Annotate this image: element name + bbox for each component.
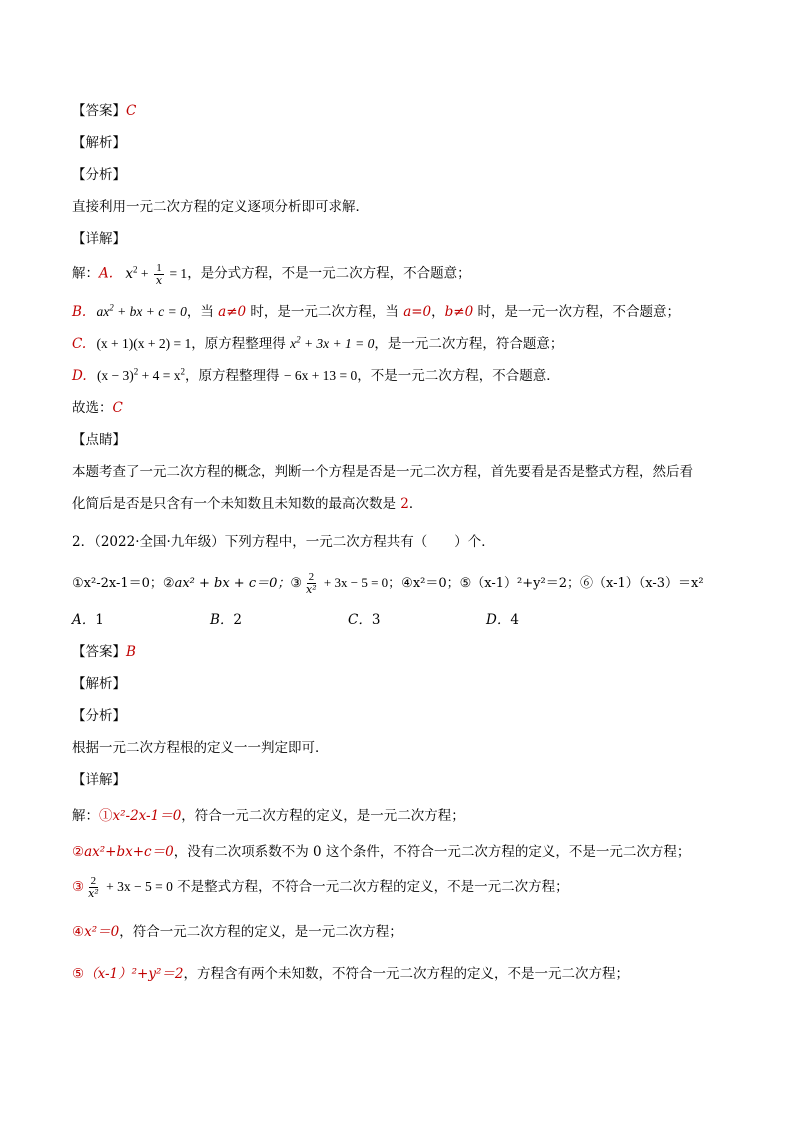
option-c: C．3	[348, 612, 381, 628]
math-c: (x + 1)(x + 2) = 1	[96, 336, 192, 351]
detail2-line-5: ⑤（x-1）²+y²＝2，方程含有两个未知数，不符合一元二次方程的定义，不是一元二次方程；	[72, 966, 629, 982]
detail2-line-3: ③ $\frac{2}{\text{x²}}$ + 3x − 5 = 0 不是整式方程，不符合一元二次方程的定义，不是一元二次方程；	[72, 875, 569, 900]
eq-2: ax² + bx + c＝0；	[174, 576, 291, 591]
answer-line-1	[72, 101, 136, 121]
detail-tag-1: 【详解】	[72, 231, 126, 247]
fenxi-text-2: 根据一元二次方程根的定义一一判定即可．	[72, 740, 329, 756]
detail-line-c: C. (x + 1)(x + 2) = 1，原方程整理得 $x^2 + 3x + 1 = 0$，是一元二次方程，符合题意；	[72, 334, 564, 352]
detail2-line-4: ④x²＝0，符合一元二次方程的定义，是一元二次方程；	[72, 924, 403, 940]
dianjing-line-2: 化简后是否是只含有一个未知数且未知数的最高次数是 2．	[72, 496, 423, 512]
detail-line-a: 解：A. $x^2$ + $\frac{1}{x}$ = 1，是分式方程，不是一元二次方程，不合题意；	[72, 262, 471, 287]
analysis-tag-1: 【解析】	[72, 135, 126, 151]
answer-value: C	[126, 103, 137, 119]
dianjing-line-1: 本题考查了一元二次方程的概念，判断一个方程是否是一元二次方程，首先要看是否是整式方程，然后看	[72, 464, 693, 480]
choice-line-1: 故选：C	[72, 400, 123, 416]
question-2-options	[72, 610, 632, 630]
answer-value-2: B	[126, 644, 136, 660]
question-2-equations: ①x²-2x-1＝0；②ax² + bx + c＝0；③ $\frac{2}{\text{x²}}$ + 3x − 5 = 0；④x²＝0；⑤（x-1）²+y²＝2；⑥（x-1）（x-3）＝x²	[72, 571, 704, 596]
detail-line-d: D. $(x - 3)^2 + 4 = x^2$，原方程整理得 − 6x + 13 = 0，不是一元二次方程，不合题意．	[72, 366, 560, 384]
detail2-line-2: ②ax²+bx+c＝0，没有二次项系数不为 0 这个条件，不符合一元二次方程的定义，不是一元二次方程；	[72, 844, 691, 860]
detail-line-b: B. $ax^2$ + bx + c = 0，当 a≠0 时，是一元二次方程，当 a=0，b≠0 时，是一元一次方程，不合题意；	[72, 302, 680, 320]
dianjing-tag-1: 【点睛】	[72, 432, 126, 448]
fenxi-text-1: 直接利用一元二次方程的定义逐项分析即可求解．	[72, 199, 369, 215]
math-d: $(x - 3)^2 + 4 = x^2$	[96, 366, 186, 383]
math-c2: $x^2 + 3x + 1 = 0$	[290, 334, 375, 351]
math-a: $x^2$ + $\frac{1}{x}$ = 1	[125, 262, 188, 287]
eq-6: ⑥（x-1）（x-3）＝x²	[580, 576, 704, 591]
analysis-tag-2: 【解析】	[72, 676, 126, 692]
option-b: B．2	[210, 612, 243, 628]
fenxi-tag-2: 【分析】	[72, 708, 126, 724]
option-d: D．4	[486, 612, 519, 628]
answer-tag: 【答案】	[72, 103, 126, 119]
detail2-line-1: 解：①x²-2x-1＝0，符合一元二次方程的定义，是一元二次方程；	[72, 808, 465, 824]
eq-4: ④x²＝0；	[401, 576, 460, 591]
detail-tag-2: 【详解】	[72, 772, 126, 788]
eq-1: ①x²-2x-1＝0；	[72, 576, 163, 591]
option-a: A．1	[72, 612, 104, 628]
eq-5: ⑤（x-1）²+y²＝2；	[459, 576, 580, 591]
fenxi-tag-1: 【分析】	[72, 167, 126, 183]
eq-3: + 3x − 5 = 0；	[320, 575, 402, 590]
question-2-stem: 2．（2022·全国·九年级）下列方程中，一元二次方程共有（ ）个．	[72, 534, 495, 550]
answer-line-2: 【答案】B	[72, 644, 136, 660]
math-b: $ax^2$ + bx + c = 0	[96, 302, 187, 319]
